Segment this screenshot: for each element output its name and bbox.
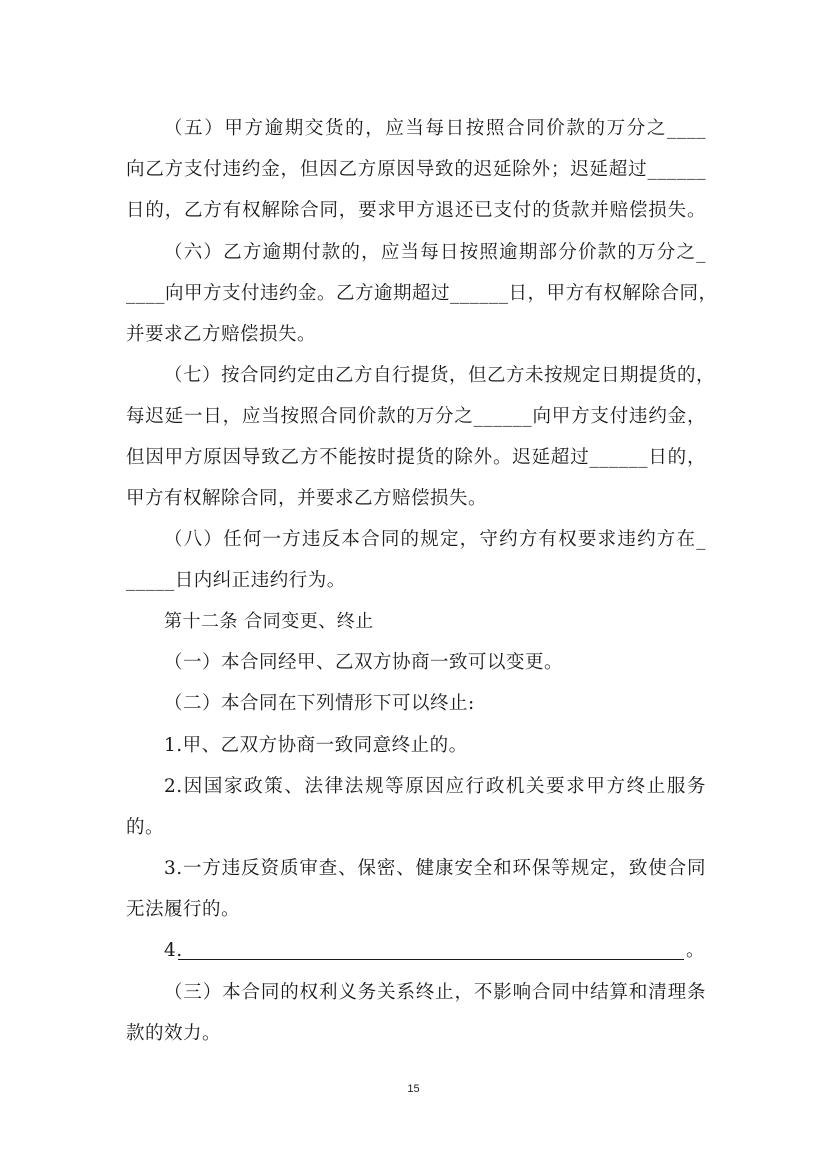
blank-fill-line [178,959,684,960]
page-number: 15 [407,1083,420,1095]
article-heading: 第十二条 合同变更、终止 [164,611,374,632]
paragraph-line: 无法履行的。 [126,899,241,920]
list-item-number: 4. [164,940,183,961]
paragraph-line: （七）按合同约定由乙方自行提货，但乙方未按规定日期提货的， [164,365,716,386]
paragraph-line: 日的，乙方有权解除合同，要求甲方退还已支付的货款并赔偿损失。 [126,200,706,221]
paragraph-line: ____向甲方支付违约金。乙方逾期超过______日，甲方有权解除合同， [126,283,718,304]
paragraph-line: （八）任何一方违反本合同的规定，守约方有权要求违约方在_ [164,529,706,550]
paragraph-line: （六）乙方逾期付款的，应当每日按照逾期部分价款的万分之_ [164,242,706,263]
paragraph-line: （二）本合同在下列情形下可以终止: [164,693,475,714]
paragraph-line: _____日内纠正违约行为。 [126,570,346,591]
paragraph-line: （三）本合同的权利义务关系终止，不影响合同中结算和清理条 [164,982,706,1003]
paragraph-line: （五）甲方逾期交货的，应当每日按照合同价款的万分之____ [164,118,706,139]
paragraph-line: 的。 [126,817,165,838]
paragraph-line: 每迟延一日，应当按照合同价款的万分之______向甲方支付违约金， [126,406,706,427]
paragraph-line: 甲方有权解除合同，并要求乙方赔偿损失。 [126,488,488,509]
paragraph-line: 但因甲方原因导致乙方不能按时提货的除外。迟延超过______日的， [126,447,706,468]
paragraph-line: 款的效力。 [126,1023,222,1044]
list-item-end: 。 [686,940,706,961]
list-item: 3.一方违反资质审查、保密、健康安全和环保等规定，致使合同 [164,858,706,879]
list-item: 1.甲、乙双方协商一致同意终止的。 [164,735,468,756]
paragraph-line: 向乙方支付违约金，但因乙方原因导致的迟延除外；迟延超过______ [126,159,706,180]
paragraph-line: 并要求乙方赔偿损失。 [126,324,317,345]
list-item: 2.因国家政策、法律法规等原因应行政机关要求甲方终止服务 [164,776,706,797]
paragraph-line: （一）本合同经甲、乙双方协商一致可以变更。 [164,652,564,673]
